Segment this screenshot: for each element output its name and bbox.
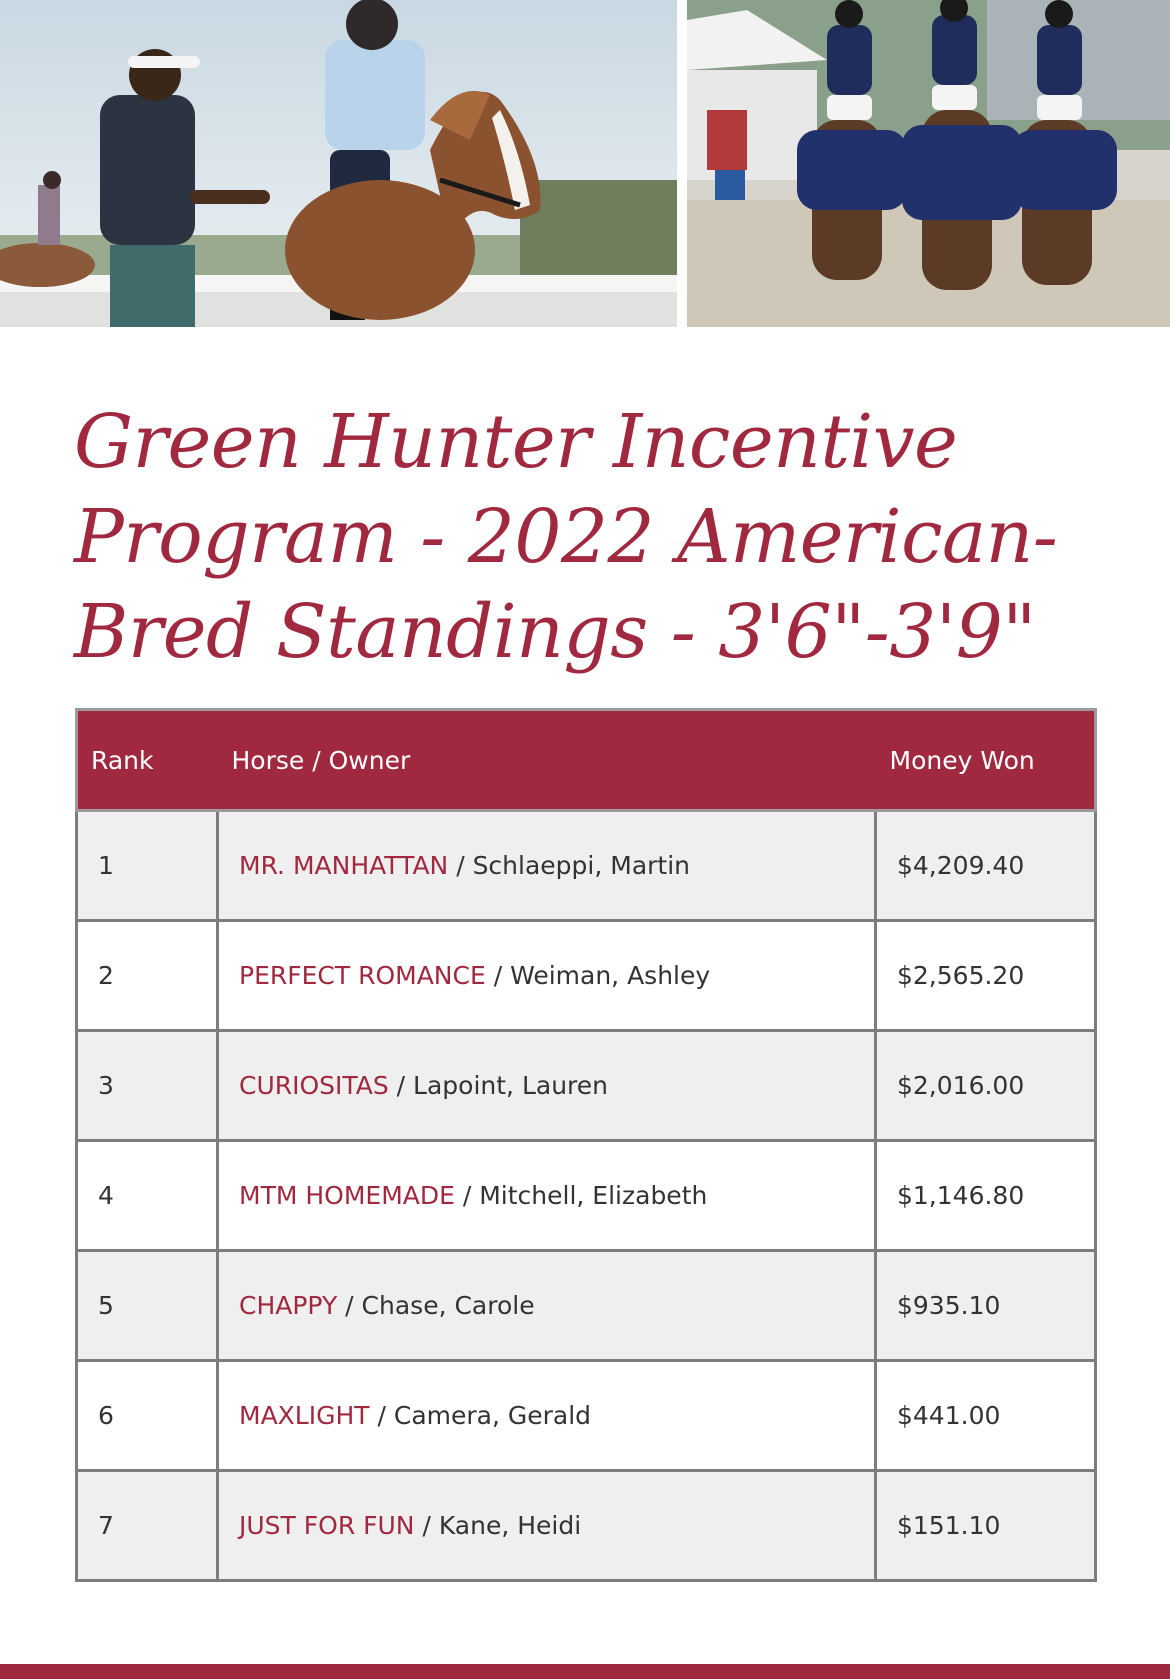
rank-cell: 5 — [77, 1251, 218, 1361]
footer-accent-bar — [0, 1664, 1170, 1679]
table-row — [77, 1251, 1096, 1361]
horse-owner-cell — [218, 1361, 876, 1471]
horse-owner-column-header: Horse / Owner — [218, 710, 876, 811]
owner-name: / Weiman, Ashley — [485, 961, 711, 990]
table-header — [77, 710, 1096, 811]
horse-owner-cell — [218, 1471, 876, 1581]
horse-owner-cell — [218, 811, 876, 921]
table-row — [77, 1141, 1096, 1251]
horse-name-link[interactable]: JUST FOR FUN — [239, 1511, 415, 1540]
horse-owner-cell — [218, 1031, 876, 1141]
rank-cell: 2 — [77, 921, 218, 1031]
table-header-row — [77, 710, 1096, 811]
horse-owner-cell — [218, 1141, 876, 1251]
horse-name-link[interactable]: CURIOSITAS — [239, 1071, 389, 1100]
table-row — [77, 1471, 1096, 1581]
rank-cell: 1 — [77, 811, 218, 921]
three-riders-photo — [687, 0, 1170, 327]
money-won-cell: $935.10 — [876, 1251, 1096, 1361]
horse-owner-cell — [218, 1251, 876, 1361]
money-won-cell: $4,209.40 — [876, 811, 1096, 921]
money-won-cell: $2,016.00 — [876, 1031, 1096, 1141]
table-body — [77, 811, 1096, 1581]
owner-name: / Schlaeppi, Martin — [448, 851, 691, 880]
page-title: Green Hunter Incentive Program - 2022 American-Bred Standings - 3'6"-3'9" — [74, 399, 1058, 675]
owner-name: / Lapoint, Lauren — [388, 1071, 608, 1100]
owner-name: / Mitchell, Elizabeth — [454, 1181, 708, 1210]
table-row — [77, 1031, 1096, 1141]
horse-owner-cell — [218, 921, 876, 1031]
standings-table — [75, 708, 1097, 1582]
hero-photo-strip — [0, 0, 1170, 327]
money-won-cell: $151.10 — [876, 1471, 1096, 1581]
rank-cell: 4 — [77, 1141, 218, 1251]
money-won-cell: $2,565.20 — [876, 921, 1096, 1031]
horse-name-link[interactable]: MR. MANHATTAN — [239, 851, 449, 880]
table-row — [77, 921, 1096, 1031]
owner-name: / Chase, Carole — [337, 1291, 535, 1320]
table-row — [77, 811, 1096, 921]
rank-cell: 7 — [77, 1471, 218, 1581]
owner-name: / Camera, Gerald — [369, 1401, 592, 1430]
money-won-column-header: Money Won — [876, 710, 1096, 811]
trainer-and-pony-photo — [0, 0, 677, 327]
money-won-cell: $1,146.80 — [876, 1141, 1096, 1251]
horse-name-link[interactable]: PERFECT ROMANCE — [239, 961, 486, 990]
rank-cell: 3 — [77, 1031, 218, 1141]
horse-name-link[interactable]: MTM HOMEMADE — [239, 1181, 455, 1210]
money-won-cell: $441.00 — [876, 1361, 1096, 1471]
rank-column-header: Rank — [77, 710, 218, 811]
horse-name-link[interactable]: MAXLIGHT — [239, 1401, 370, 1430]
table-row — [77, 1361, 1096, 1471]
owner-name: / Kane, Heidi — [414, 1511, 582, 1540]
rank-cell: 6 — [77, 1361, 218, 1471]
horse-name-link[interactable]: CHAPPY — [239, 1291, 338, 1320]
